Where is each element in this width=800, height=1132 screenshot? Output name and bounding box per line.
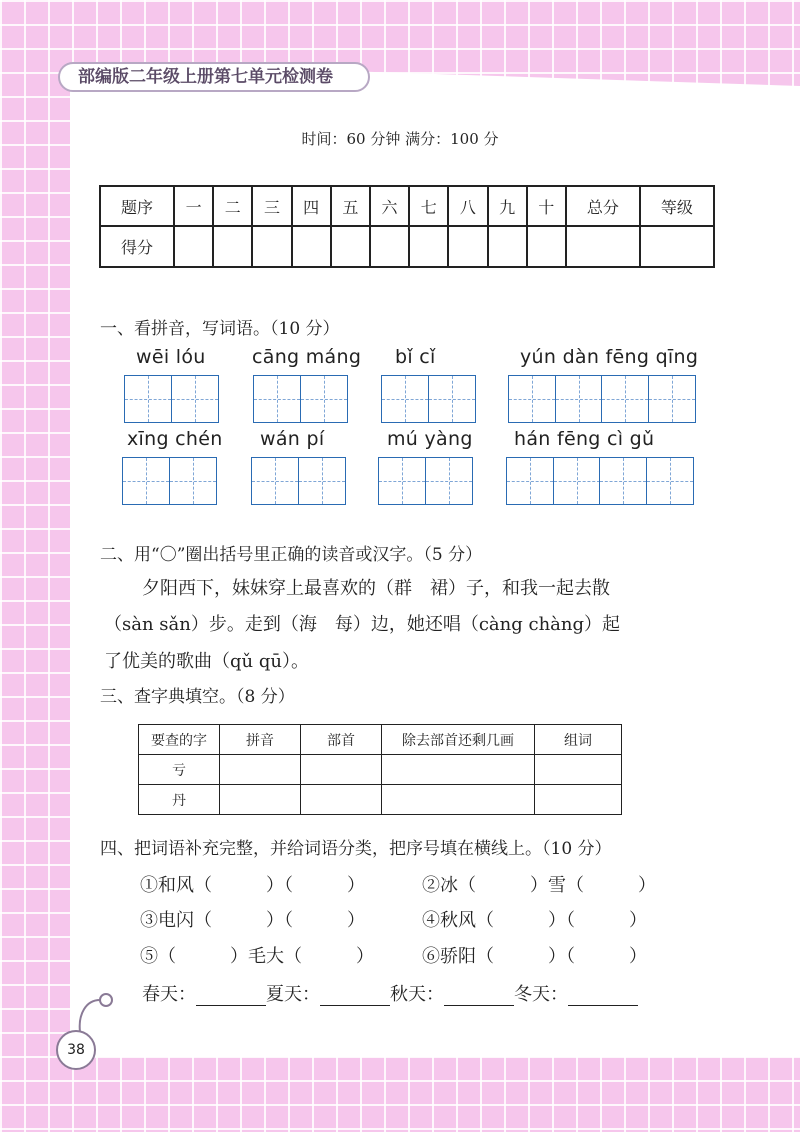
pinyin-prompt: xīng chén — [127, 428, 223, 450]
score-cell[interactable] — [174, 226, 213, 267]
writing-cell[interactable] — [648, 375, 696, 423]
page-number: 38 — [56, 1030, 96, 1070]
writing-grid[interactable] — [251, 457, 344, 505]
writing-cell[interactable] — [251, 457, 299, 505]
section4-title: 四、把词语补充完整，并给词语分类，把序号填在横线上。（10 分） — [100, 839, 612, 859]
score-table-score-row — [100, 226, 714, 267]
season-answer-line — [142, 980, 638, 1006]
score-header-cell: 八 — [448, 186, 487, 226]
section2-title: 二、用“〇”圈出括号里正确的读音或汉字。（5 分） — [100, 545, 483, 565]
writing-cell[interactable] — [508, 375, 556, 423]
season-blank[interactable] — [196, 987, 266, 1006]
dict-char-cell: 亏 — [139, 755, 220, 785]
season-blank[interactable] — [444, 987, 514, 1006]
dict-answer-cell[interactable] — [382, 755, 535, 785]
writing-cell[interactable] — [599, 457, 647, 505]
writing-cell[interactable] — [428, 375, 476, 423]
writing-grid[interactable] — [122, 457, 215, 505]
score-table-header-row — [100, 186, 714, 226]
word-item[interactable]: ①和风（ ）（ ） — [140, 875, 365, 896]
writing-cell[interactable] — [300, 375, 348, 423]
score-row-label: 得分 — [100, 226, 174, 267]
dict-header-cell: 除去部首还剩几画 — [382, 725, 535, 755]
dict-answer-cell[interactable] — [535, 755, 622, 785]
time-score-line: 时间：60 分钟 满分：100 分 — [301, 130, 499, 148]
dict-row — [139, 755, 622, 785]
writing-cell[interactable] — [298, 457, 346, 505]
writing-cell[interactable] — [122, 457, 170, 505]
score-cell[interactable] — [566, 226, 640, 267]
writing-cell[interactable] — [171, 375, 219, 423]
dict-header-cell: 要查的字 — [139, 725, 220, 755]
score-table — [99, 185, 715, 268]
pinyin-prompt: cāng máng — [252, 346, 362, 368]
score-cell[interactable] — [640, 226, 714, 267]
writing-grid[interactable] — [381, 375, 474, 423]
writing-grid[interactable] — [124, 375, 217, 423]
section1-title: 一、看拼音，写词语。（10 分） — [100, 319, 340, 339]
score-cell[interactable] — [213, 226, 252, 267]
writing-cell[interactable] — [601, 375, 649, 423]
score-header-cell: 九 — [488, 186, 527, 226]
pinyin-prompt: wēi lóu — [136, 346, 206, 368]
page-header-title: 部编版二年级上册第七单元检测卷 — [58, 62, 370, 92]
season-blank[interactable] — [568, 987, 638, 1006]
season-label: 夏天： — [266, 984, 320, 1005]
dict-char-cell: 丹 — [139, 785, 220, 815]
writing-cell[interactable] — [425, 457, 473, 505]
section2-line: （sàn sǎn）步。走到（海 每）边，她还唱（càng chàng）起 — [104, 614, 621, 635]
score-cell[interactable] — [448, 226, 487, 267]
writing-grid[interactable] — [378, 457, 471, 505]
writing-cell[interactable] — [381, 375, 429, 423]
dict-answer-cell[interactable] — [382, 785, 535, 815]
score-header-cell: 二 — [213, 186, 252, 226]
writing-grid[interactable] — [253, 375, 346, 423]
score-cell[interactable] — [409, 226, 448, 267]
writing-grid[interactable] — [508, 375, 694, 423]
writing-cell[interactable] — [169, 457, 217, 505]
pinyin-prompt: mú yàng — [387, 428, 473, 450]
score-header-cell: 一 — [174, 186, 213, 226]
section2-line: 夕阳西下，妹妹穿上最喜欢的（群 裙）子，和我一起去散 — [142, 578, 610, 599]
page-curl-decoration — [76, 992, 116, 1034]
season-label: 秋天： — [390, 984, 444, 1005]
dictionary-table — [138, 724, 622, 815]
score-cell[interactable] — [331, 226, 370, 267]
writing-cell[interactable] — [124, 375, 172, 423]
writing-cell[interactable] — [253, 375, 301, 423]
score-header-cell: 七 — [409, 186, 448, 226]
score-header-cell: 十 — [527, 186, 566, 226]
dict-header-row — [139, 725, 622, 755]
score-header-cell: 三 — [252, 186, 291, 226]
writing-cell[interactable] — [555, 375, 603, 423]
score-header-cell: 五 — [331, 186, 370, 226]
score-cell[interactable] — [252, 226, 291, 267]
dict-header-cell: 部首 — [301, 725, 382, 755]
pinyin-prompt: hán fēng cì gǔ — [514, 428, 655, 450]
pinyin-prompt: bǐ cǐ — [395, 346, 436, 368]
section2-line: 了优美的歌曲（qǔ qū）。 — [104, 651, 309, 672]
dict-answer-cell[interactable] — [220, 755, 301, 785]
score-cell[interactable] — [370, 226, 409, 267]
score-cell[interactable] — [488, 226, 527, 267]
season-blank[interactable] — [320, 987, 390, 1006]
dict-header-cell: 组词 — [535, 725, 622, 755]
word-item[interactable]: ③电闪（ ）（ ） — [140, 910, 365, 931]
word-item[interactable]: ②冰（ ）雪（ ） — [422, 875, 656, 896]
dict-answer-cell[interactable] — [301, 755, 382, 785]
score-header-cell: 等级 — [640, 186, 714, 226]
score-header-cell: 题序 — [100, 186, 174, 226]
score-cell[interactable] — [527, 226, 566, 267]
writing-cell[interactable] — [646, 457, 694, 505]
season-label: 春天： — [142, 984, 196, 1005]
season-label: 冬天： — [514, 984, 568, 1005]
word-item[interactable]: ⑤（ ）毛大（ ） — [140, 946, 374, 967]
word-item[interactable]: ④秋风（ ）（ ） — [422, 910, 647, 931]
pinyin-prompt: wán pí — [260, 428, 325, 450]
score-cell[interactable] — [292, 226, 331, 267]
writing-cell[interactable] — [506, 457, 554, 505]
section3-title: 三、查字典填空。（8 分） — [100, 687, 295, 707]
score-header-cell: 四 — [292, 186, 331, 226]
writing-cell[interactable] — [553, 457, 601, 505]
writing-grid[interactable] — [506, 457, 692, 505]
writing-cell[interactable] — [378, 457, 426, 505]
word-item[interactable]: ⑥骄阳（ ）（ ） — [422, 946, 647, 967]
dict-answer-cell[interactable] — [220, 785, 301, 815]
dict-answer-cell[interactable] — [535, 785, 622, 815]
dict-header-cell: 拼音 — [220, 725, 301, 755]
score-header-cell: 总分 — [566, 186, 640, 226]
dict-answer-cell[interactable] — [301, 785, 382, 815]
score-header-cell: 六 — [370, 186, 409, 226]
dict-row — [139, 785, 622, 815]
pinyin-prompt: yún dàn fēng qīng — [520, 346, 699, 368]
